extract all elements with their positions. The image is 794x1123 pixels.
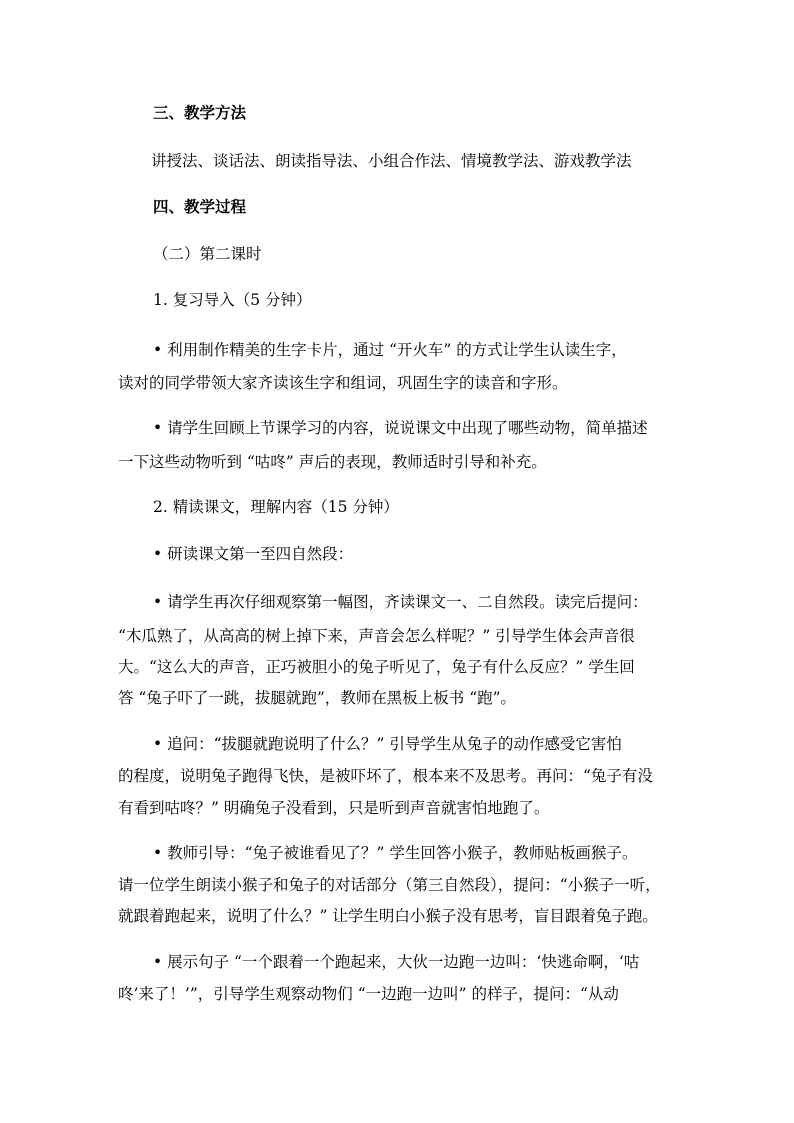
reading-item-2-line-2: 的程度，说明兔子跑得飞快，是被吓坏了，根本来不及思考。再问：“兔子有没 [118,767,653,785]
part-two-intro: • 研读课文第一至四自然段： [153,545,354,563]
section-three-heading: 三、教学方法 [153,103,247,122]
reading-item-3-line-1: • 教师引导：“兔子被谁看见了？” 学生回答小猴子，教师贴板画猴子。 [153,844,638,862]
review-item-1-line-1: • 利用制作精美的生字卡片，通过 “开火车” 的方式让学生认读生字， [153,341,627,359]
teaching-methods-text: 讲授法、谈话法、朗读指导法、小组合作法、情境教学法、游戏教学法 [151,152,632,170]
review-item-1-line-2: 读对的同学带领大家齐读该生字和组词，巩固生字的读音和字形。 [118,374,568,392]
reading-item-1-line-1: • 请学生再次仔细观察第一幅图，齐读课文一、二自然段。读完后提问： [153,593,648,611]
section-four-heading: 四、教学过程 [153,197,247,216]
reading-item-3-line-3: 就跟着跑起来，说明了什么？” 让学生明白小猴子没有思考，盲目跟着兔子跑。 [118,907,658,925]
part-one-title: 1. 复习导入（5 分钟） [153,291,312,309]
reading-item-4-line-1: • 展示句子 “一个跟着一个跑起来，大伙一边跑一边叫：‘快逃命啊，‘咕 [153,953,640,971]
review-item-2-line-2: 一下这些动物听到 “咕咚” 声后的表现，教师适时引导和补充。 [118,453,547,471]
reading-item-3-line-2: 请一位学生朗读小猴子和兔子的对话部分（第三自然段），提问：“小猴子一听， [118,876,661,894]
lesson-label: （二）第二课时 [153,245,262,263]
reading-item-1-line-3: 大。“这么大的声音，正巧被胆小的兔子听见了，兔子有什么反应？” 学生回 [118,658,635,676]
reading-item-1-line-2: “木瓜熟了，从高高的树上掉下来，声音会怎么样呢？” 引导学生体会声音很 [118,627,635,645]
part-two-title: 2. 精读课文，理解内容（15 分钟） [153,498,399,516]
reading-item-2-line-1: • 追问：“拔腿就跑说明了什么？” 引导学生从兔子的动作感受它害怕 [153,735,622,753]
reading-item-2-line-3: 有看到咕咚？” 明确兔子没看到，只是听到声音就害怕地跑了。 [118,799,550,817]
review-item-2-line-1: • 请学生回顾上节课学习的内容，说说课文中出现了哪些动物，简单描述 [153,419,648,437]
reading-item-1-line-4: 答 “兔子吓了一跳，拔腿就跑”，教师在黑板上板书 “跑”。 [118,689,517,707]
reading-item-4-line-2: 咚’来了！’”，引导学生观察动物们 “一边跑一边叫” 的样子，提问：“从动 [118,985,619,1003]
